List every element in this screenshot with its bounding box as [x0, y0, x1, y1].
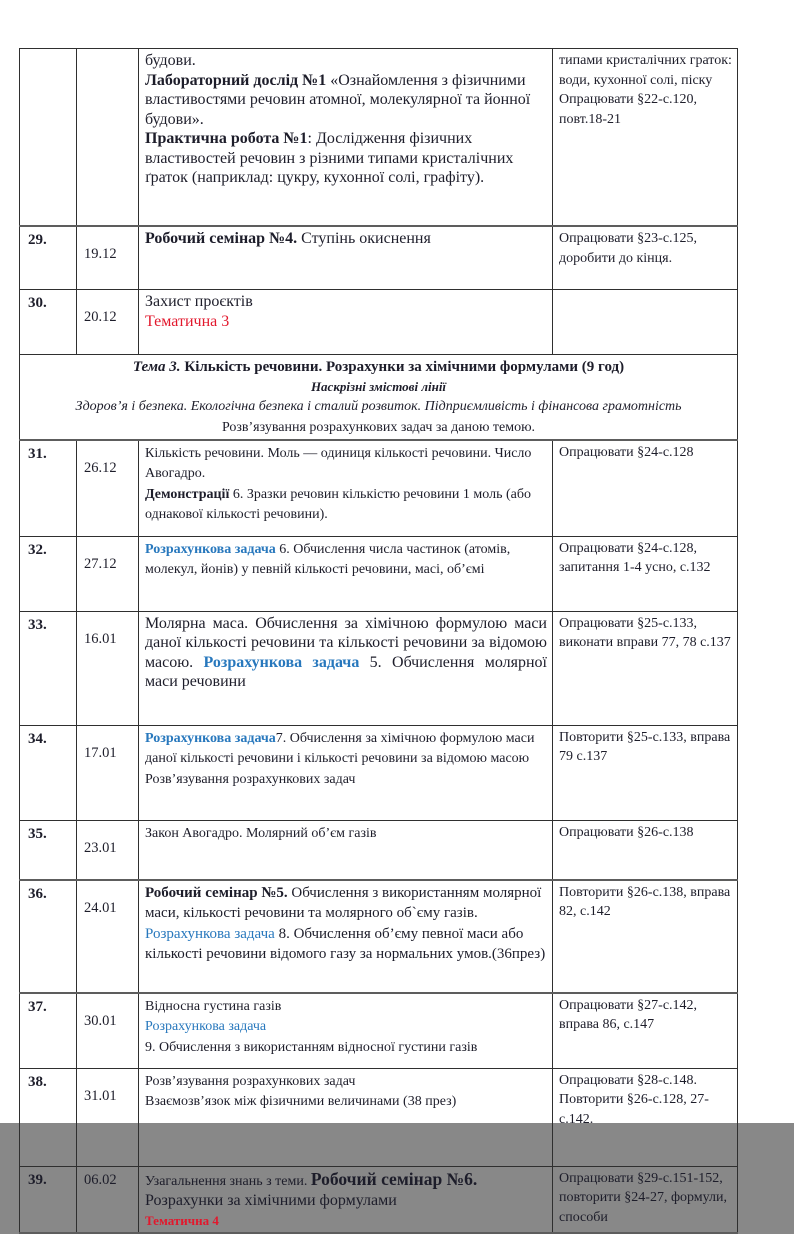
homework-text: Опрацювати §23-с.125, доробити до кінця.	[559, 231, 698, 266]
text-run: Практична робота №1	[145, 130, 308, 147]
lesson-content	[139, 440, 553, 537]
text-run: 7. Обчислення за хімічною формулою маси даної кількості речовини і кількості речовини за відомою масою	[145, 730, 535, 767]
lesson-content	[139, 993, 553, 1069]
content-line	[145, 1211, 547, 1231]
lesson-number: 36.	[20, 880, 77, 993]
text-run: Молярна маса. Обчислення за хімічною формулою маси даної кількості речовини та кількості речовини за відомою масою.	[145, 614, 547, 671]
lesson-row	[20, 290, 738, 355]
content-line	[145, 614, 547, 692]
text-run: Розв’язування розрахункових задач	[145, 771, 356, 787]
lesson-date: 16.01	[77, 611, 139, 725]
homework-text: Опрацювати §24-с.128	[559, 444, 694, 460]
lesson-date: 24.01	[77, 880, 139, 993]
text-run: Відносна густина газів	[145, 998, 282, 1014]
lesson-number: 30.	[20, 290, 77, 355]
homework-text: Повторити §25-с.133, вправа 79 с.137	[559, 729, 731, 765]
lesson-row	[20, 49, 738, 227]
text-run: 9. Обчислення з використанням відносної густини газів	[145, 1039, 478, 1055]
text-run: : Дослідження фізичних властивостей речовин з різними типами кристалічних ґраток (наприклад: цукру, кухонної солі, графіту).	[145, 130, 514, 186]
content-line	[145, 51, 547, 71]
lesson-date: 17.01	[77, 725, 139, 820]
lesson-date: 06.02	[77, 1166, 139, 1233]
text-run: Розв’язування розрахункових задач	[145, 1073, 356, 1089]
lesson-row	[20, 226, 738, 290]
theme-header-row	[20, 355, 738, 440]
content-line	[145, 292, 547, 312]
lesson-content	[139, 1068, 553, 1166]
text-run: 5. Обчислення молярної маси речовини	[145, 653, 547, 691]
homework-cell	[553, 611, 738, 725]
lesson-number	[20, 49, 77, 227]
homework-cell	[553, 536, 738, 611]
homework-cell	[553, 49, 738, 227]
lesson-content	[139, 49, 553, 227]
lesson-number: 38.	[20, 1068, 77, 1166]
lesson-content	[139, 226, 553, 290]
theme-header-line	[26, 417, 731, 437]
text-run: Тематична 4	[145, 1212, 219, 1228]
content-line	[145, 769, 547, 790]
content-line	[145, 1037, 547, 1058]
lesson-date: 19.12	[77, 226, 139, 290]
lesson-date: 23.01	[77, 820, 139, 880]
lesson-content	[139, 290, 553, 355]
content-line	[145, 71, 547, 130]
text-run: Тема 3.	[132, 359, 181, 375]
lesson-number: 29.	[20, 226, 77, 290]
text-run: Узагальнення знань з теми.	[145, 1173, 311, 1189]
text-run: Робочий семінар №6.	[310, 1168, 478, 1189]
homework-text: Опрацювати §22-с.120, повт.18-21	[559, 92, 698, 127]
text-run: Взаємозв’язок між фізичними величинами (38 през)	[145, 1094, 457, 1110]
text-run: Кількість речовини. Моль — одиниця кількості речовини. Число Авогадро.	[145, 445, 532, 482]
text-run: Робочий семінар №4.	[145, 230, 298, 247]
homework-text: Опрацювати §29-с.151-152, повторити §24-27, формули, способи	[559, 1170, 728, 1225]
text-run: Демонстрації	[145, 486, 230, 502]
schedule-table-body	[20, 49, 738, 1234]
homework-cell	[553, 993, 738, 1069]
homework-text: Опрацювати §27-с.142, вправа 86, с.147	[559, 997, 698, 1033]
homework-cell	[553, 290, 738, 355]
lesson-number: 39.	[20, 1166, 77, 1233]
content-line	[145, 996, 547, 1017]
text-run: Наскрізні змістові лінії	[310, 379, 447, 395]
homework-text: Опрацювати §24-с.128, запитання 1-4 усно, с.132	[559, 540, 711, 576]
homework-text: типами кристалічних граток: води, кухонної солі, піску	[559, 53, 732, 88]
lesson-number: 32.	[20, 536, 77, 611]
schedule-table	[19, 48, 738, 1234]
homework-text: Повторити §26-с.138, вправа 82, с.142	[559, 884, 731, 920]
lesson-date: 27.12	[77, 536, 139, 611]
lesson-date	[77, 49, 139, 227]
lesson-date: 31.01	[77, 1068, 139, 1166]
homework-text: Опрацювати §25-с.133, виконати вправи 77, 78 с.137	[559, 615, 731, 651]
text-run: Розрахункова задача	[203, 653, 360, 671]
text-run: Розрахункова задача	[145, 541, 276, 557]
homework-text: Опрацювати §28-с.148. Повторити §26-с.128, 27-с.142.	[559, 1072, 709, 1127]
lesson-number: 33.	[20, 611, 77, 725]
lesson-date: 30.01	[77, 993, 139, 1069]
text-run: Тематична 3	[145, 312, 230, 330]
homework-cell	[553, 1068, 738, 1166]
text-run: «Ознайомлення з фізичними властивостями речовин атомної, молекулярної та йонної будови».	[145, 71, 531, 128]
homework-cell	[553, 725, 738, 820]
homework-cell	[553, 440, 738, 537]
homework-cell	[553, 1166, 738, 1233]
text-run: Ступінь окиснення	[297, 230, 431, 247]
lesson-row	[20, 820, 738, 880]
lesson-row	[20, 1166, 738, 1233]
text-run: Розрахункова задача	[145, 1019, 267, 1035]
text-run: Закон Авогадро. Молярний об’єм газів	[145, 825, 377, 841]
lesson-content	[139, 1166, 553, 1233]
text-run: Обчислення з використанням молярної маси, кількості речовини та молярного об`єму газів.	[145, 884, 542, 922]
theme-header-line	[26, 377, 731, 396]
homework-cell	[553, 820, 738, 880]
text-run: Здоров’я і безпека. Екологічна безпека і сталий розвиток. Підприємливість і фінансова грамотність	[75, 399, 682, 415]
lesson-row	[20, 993, 738, 1069]
lesson-row	[20, 536, 738, 611]
lesson-content	[139, 880, 553, 993]
content-line	[145, 1016, 547, 1037]
text-run: будови.	[145, 52, 196, 69]
text-run: Робочий семінар №5.	[145, 884, 288, 901]
lesson-number: 35.	[20, 820, 77, 880]
lesson-number: 34.	[20, 725, 77, 820]
lesson-row	[20, 880, 738, 993]
theme-header-line	[26, 396, 731, 416]
lesson-date: 26.12	[77, 440, 139, 537]
content-line	[145, 1191, 547, 1211]
text-run: Розрахунки за хімічними формулами	[145, 1192, 397, 1210]
content-line	[145, 484, 547, 525]
lesson-date: 20.12	[77, 290, 139, 355]
text-run: 6. Зразки речовин кількістю речовини 1 моль (або однакової кількості речовини).	[145, 486, 531, 523]
text-run: Лабораторний дослід №1	[145, 71, 327, 89]
content-line	[145, 823, 547, 844]
content-line	[145, 129, 547, 188]
text-run: Кількість речовини. Розрахунки за хімічними формулами (9 год)	[180, 359, 625, 375]
text-run: Розв’язування розрахункових задач за даною темою.	[221, 419, 536, 435]
lesson-number: 37.	[20, 993, 77, 1069]
content-line	[145, 1169, 547, 1192]
lesson-row	[20, 440, 738, 537]
lesson-content	[139, 820, 553, 880]
content-line	[145, 229, 547, 249]
content-line	[145, 539, 547, 580]
lesson-row	[20, 725, 738, 820]
text-run: Захист проєктів	[145, 293, 253, 310]
lesson-row	[20, 611, 738, 725]
content-line	[145, 883, 547, 965]
lesson-row	[20, 1068, 738, 1166]
lesson-content	[139, 725, 553, 820]
content-line	[145, 443, 547, 484]
text-run: 6. Обчислення числа частинок (атомів, молекул, йонів) у певній кількості речовини, масі, об’ємі	[145, 541, 511, 578]
text-run: 8. Обчислення об’єму певної маси або кількості речовини відомого газу за нормальних умов.(36през)	[145, 925, 546, 963]
text-run: Розрахункова задача	[145, 730, 276, 746]
content-line	[145, 728, 547, 769]
homework-cell	[553, 880, 738, 993]
lesson-content	[139, 611, 553, 725]
homework-text: Опрацювати §26-с.138	[559, 824, 694, 840]
content-line	[145, 1071, 547, 1092]
text-run: Розрахункова задача	[145, 925, 275, 942]
lesson-number: 31.	[20, 440, 77, 537]
lesson-content	[139, 536, 553, 611]
theme-header-cell	[20, 355, 738, 440]
theme-header-line	[26, 357, 731, 377]
content-line	[145, 1091, 547, 1112]
content-line	[145, 312, 547, 332]
homework-cell	[553, 226, 738, 290]
